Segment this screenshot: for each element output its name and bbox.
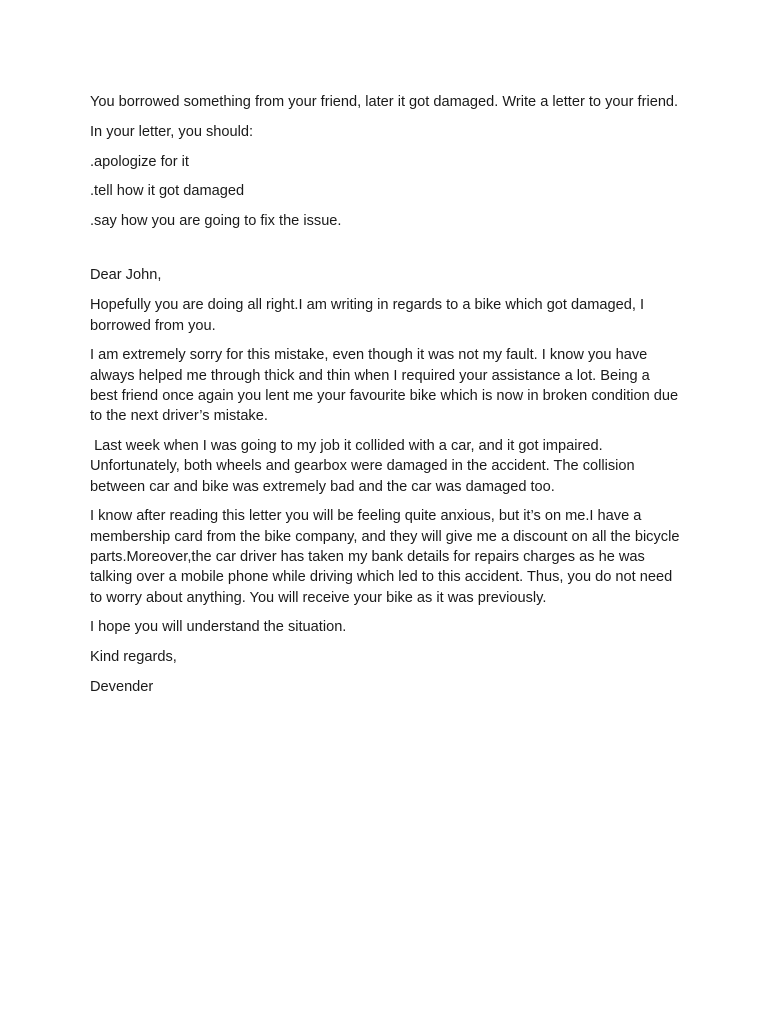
task-prompt: You borrowed something from your friend, later it got damaged. Write a letter to your friend. — [90, 94, 679, 110]
letter-paragraph-hope: I hope you will understand the situation. — [90, 619, 347, 636]
task-instruction: In your letter, you should: — [90, 123, 254, 140]
task-point-damage: .tell how it got damaged — [90, 183, 245, 200]
letter-salutation: Dear John, — [90, 267, 162, 284]
letter-paragraph-greeting: Hopefully you are doing all right.I am writing in regards to a bike which got damaged, I borrowed from you. — [90, 297, 645, 334]
letter-closing: Kind regards, — [90, 649, 177, 666]
letter-paragraph-apology: I am extremely sorry for this mistake, even though it was not my fault. I know you have always helped me through thick and thin when I required your assistance a lot. Being a best friend once again you lent me your favourite bike which is now in broken condition due to the next driver’s mistake. — [90, 347, 679, 425]
task-point-fix: .say how you are going to fix the issue. — [90, 213, 342, 230]
document-page — [90, 92, 680, 697]
task-point-apologize: .apologize for it — [90, 153, 189, 170]
letter-paragraph-accident: Last week when I was going to my job it collided with a car, and it got impaired. Unfortunately, both wheels and gearbox were damaged in the accident. The collision between car and bike was extremely bad and the car was damaged too. — [90, 438, 639, 495]
letter-paragraph-fix: I know after reading this letter you will be feeling quite anxious, but it’s on me.I have a membership card from the bike company, and they will give me a discount on all the bicycle parts.Moreover,the car driver has taken my bank details for repairs charges as he was talking over a mobile phone while driving which led to this accident. Thus, you do not need to worry about anything. You will receive your bike as it was previously. — [90, 508, 680, 606]
letter-signature: Devender — [90, 679, 154, 696]
